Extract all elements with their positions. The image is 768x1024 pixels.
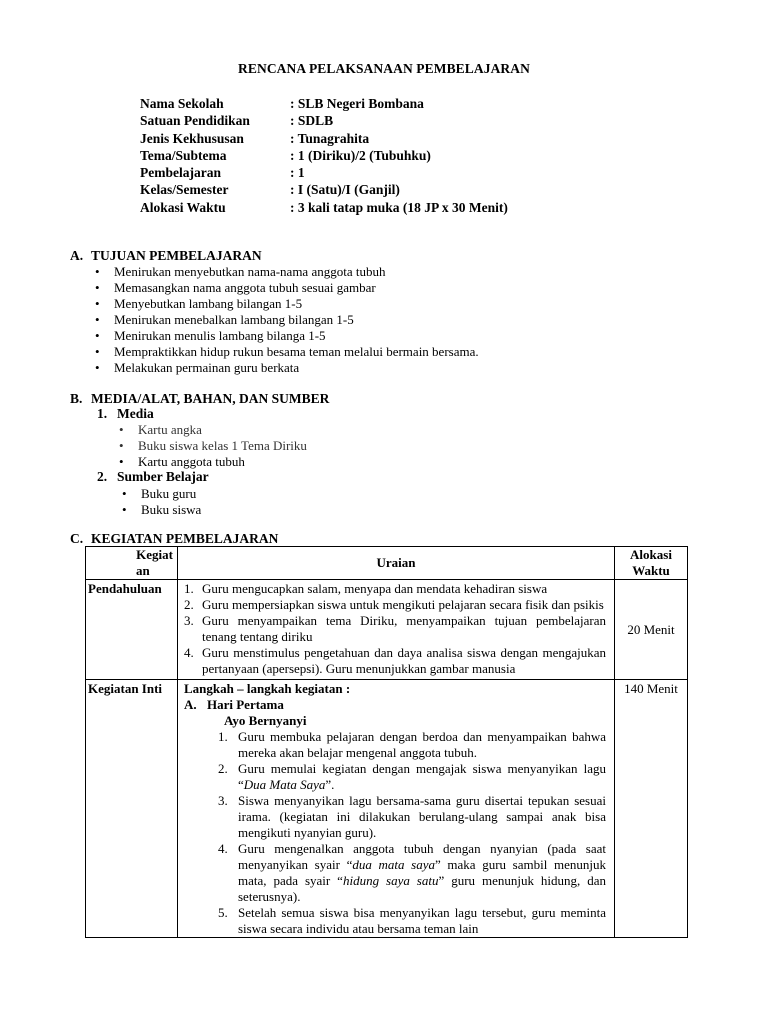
list-item: • Mempraktikkan hidup rukun besama teman melalui bermain bersama. [114,344,479,360]
info-label: Kelas/Semester [140,182,229,198]
section-title: KEGIATAN PEMBELAJARAN [91,531,279,546]
info-row [140,113,508,130]
hari-title: Hari Pertama [207,697,284,712]
list-item: • Melakukan permainan guru berkata [114,360,479,376]
section-title: TUJUAN PEMBELAJARAN [91,248,262,263]
table-row [86,580,688,680]
sub-number: 1. [97,406,108,421]
info-value: : 1 [290,165,305,181]
info-row [140,182,508,199]
list-item [178,793,606,841]
step-text: Siswa menyanyikan lagu bersama-sama guru disertai tepukan sesuai irama. (kegiatan ini dilakukan berulang-ulang sampai anak bisa mengikuti nyanyian guru). [238,793,606,840]
header-alokasi [615,547,688,580]
lyric-quote: dua mata saya [352,857,435,872]
list-item: • Kartu anggota tubuh [138,454,307,470]
section-letter: A. [70,248,84,263]
info-value: : 1 (Diriku)/2 (Tubuhku) [290,147,431,163]
list-item [178,597,614,613]
step-text: Guru membuka pelajaran dengan berdoa dan menyampaikan bahwa mereka akan belajar mengenal anggota tubuh. [238,729,606,760]
document-title: RENCANA PELAKSANAAN PEMBELAJARAN [238,61,530,76]
list-item: • Menyebutkan lambang bilangan 1-5 [114,296,479,312]
header-alokasi-line: Alokasi [630,547,672,562]
list-item: • Menirukan menyebutkan nama-nama anggota tubuh [114,264,479,280]
section-a-heading [70,248,262,264]
step-text: Guru mengucapkan salam, menyapa dan mendata kehadiran siswa [202,581,548,596]
section-letter: C. [70,531,84,546]
row-label-inti: Kegiatan Inti [86,680,178,938]
info-value: : Tunagrahita [290,130,370,146]
row-label-pendahuluan: Pendahuluan [86,580,178,680]
info-label: Jenis Kekhususan [140,130,244,146]
info-row [140,96,508,113]
list-item: • Memasangkan nama anggota tubuh sesuai gambar [114,280,479,296]
info-label: Tema/Subtema [140,147,227,163]
step-number: 4. [184,645,194,660]
table-header-row [86,547,688,580]
info-label: Pembelajaran [140,165,221,181]
sub-number: 2. [97,469,108,484]
info-value: : 3 kali tatap muka (18 JP x 30 Menit) [290,199,508,215]
lyric-quote: hidung saya satu [342,873,439,888]
info-label: Nama Sekolah [140,96,224,111]
info-row [140,148,508,165]
activities-table [85,546,688,938]
info-row [140,165,508,182]
objectives-list [114,264,479,376]
list-item [178,761,606,793]
list-item [178,581,614,597]
header-kegiatan [86,547,178,580]
step-number: 2. [218,761,228,776]
source-list [141,486,201,518]
info-label: Satuan Pendidikan [140,113,250,129]
hari-heading [184,697,606,713]
list-item [178,613,614,645]
step-number: 3. [184,613,194,628]
identity-block [140,96,508,217]
step-number: 3. [218,793,228,808]
info-value: : SDLB [290,113,334,129]
list-item: • Buku siswa [141,502,201,518]
section-letter: B. [70,391,83,406]
section-b-heading [70,391,329,407]
pendahuluan-content [178,580,615,680]
media-list [138,422,307,470]
step-number: 1. [218,729,228,744]
inti-wrap [178,680,614,729]
table-row [86,680,688,938]
media-subheading [97,406,154,422]
pendahuluan-steps [178,581,614,677]
sub-title: Sumber Belajar [117,469,209,484]
step-text: Guru memulai kegiatan dengan mengajak siswa menyanyikan lagu “ [238,761,606,792]
list-item [178,841,606,905]
step-text: Guru mengenalkan anggota tubuh dengan nyanyian (pada saat menyanyikan syair “ [238,841,606,872]
song-title: Dua Mata Saya [243,777,326,792]
step-text: ”. [325,777,335,792]
inti-title: Langkah – langkah kegiatan : [184,681,351,696]
sub-title: Media [117,406,154,421]
info-row [140,131,508,148]
pendahuluan-time: 20 Menit [615,580,688,680]
step-number: 1. [184,581,194,596]
info-value: : I (Satu)/I (Ganjil) [290,182,400,198]
list-item [178,645,614,677]
list-item: • Buku guru [141,486,201,502]
section-title: MEDIA/ALAT, BAHAN, DAN SUMBER [91,391,330,406]
inti-content [178,680,615,938]
step-text: Guru mempersiapkan siswa untuk mengikuti pelajaran secara fisik dan psikis [202,597,604,612]
list-item: • Menirukan menulis lambang bilanga 1-5 [114,328,479,344]
list-item: • Buku siswa kelas 1 Tema Diriku [138,438,307,454]
list-item: • Kartu angka [138,422,307,438]
step-text: ” guru menunjuk hidung, dan seterusnya). [238,873,606,904]
step-text: ” maka guru sambil menunjuk mata, pada syair “ [238,857,606,888]
step-text: Guru menyampaikan tema Diriku, menyampaikan tujuan pembelajaran tenang tentang diriku [202,613,606,644]
header-uraian: Uraian [178,547,615,580]
step-number: 4. [218,841,228,856]
info-label: Alokasi Waktu [140,199,226,215]
step-text: Guru menstimulus pengetahuan dan daya analisa siswa dengan mengajukan pertanyaan (apersepsi). Guru menunjukkan gambar manusia [202,645,606,676]
info-row [140,200,508,217]
header-alokasi-line: Waktu [632,563,670,578]
inti-steps [178,729,614,937]
list-item [178,905,606,937]
header-kegiatan-line: Kegiat [136,547,173,562]
info-value: : SLB Negeri Bombana [290,96,424,111]
hari-letter: A. [184,697,197,712]
step-number: 2. [184,597,194,612]
list-item: • Menirukan menebalkan lambang bilangan 1-5 [114,312,479,328]
list-item [178,729,606,761]
activity-title: Ayo Bernyanyi [224,713,307,728]
source-subheading [97,469,209,485]
step-number: 5. [218,905,228,920]
header-kegiatan-line: an [136,563,150,578]
step-text: Setelah semua siswa bisa menyanyikan lagu tersebut, guru meminta siswa secara individu atau bersama teman lain [238,905,606,936]
section-c-heading [70,531,278,547]
inti-time: 140 Menit [615,680,688,938]
